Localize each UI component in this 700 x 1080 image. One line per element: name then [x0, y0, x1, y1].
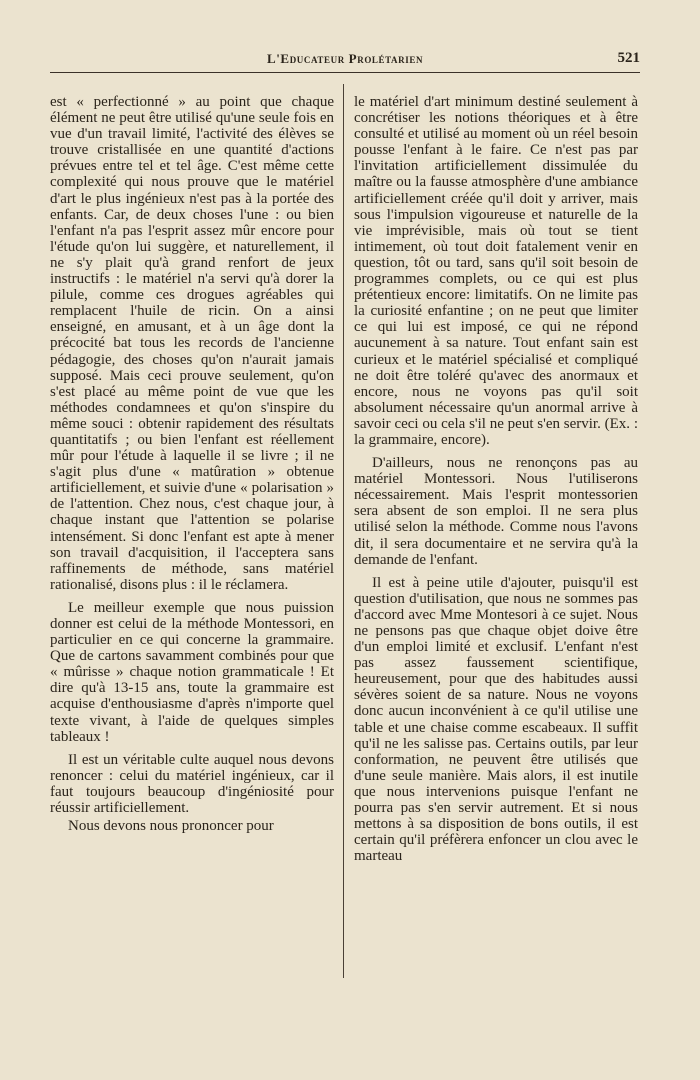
- page-number: 521: [617, 50, 640, 66]
- paragraph: D'ailleurs, nous ne renonçons pas au matériel Montessori. Nous l'utiliserons nécessairement. Mais l'esprit montessorien sera absent de son emploi. Il ne sera plus utilisé selon la méthode. Comme nous l'avons dit, il sera documentaire et ne servira qu'à la demande de l'enfant.: [354, 455, 638, 568]
- paragraph: Il est à peine utile d'ajouter, puisqu'il est question d'utilisation, que nous ne sommes pas d'accord avec Mme Montesori à ce sujet. Nous ne pensons pas que chaque objet doive être d'un emploi limité et exclusif. L'enfant n'est pas assez faussement scientifique, heureusement, pour que des habitudes aussi sévères soient de sa nature. Nous ne voyons donc aucun inconvénient à ce qu'il utilise une table et une chaise comme escabeaux. Il suffit qu'il ne les salisse pas. Certains outils, par leur conformation, ne peuvent être utilisés que d'une seule manière. Mais alors, il est inutile que nous intervenions puisque l'enfant ne pourra pas s'en servir autrement. Et si nous mettons à sa disposition de bons outils, il est certain qu'il préfèrera enfoncer un clou avec le marteau: [354, 574, 638, 865]
- left-column: [50, 94, 334, 834]
- column-divider: [343, 84, 344, 978]
- paragraph: est « perfectionné » au point que chaque élément ne peut être utilisé qu'une seule fois en vue d'un travail limité, l'activité des élèves se trouve cristallisée en une quantité d'actions prévues entre tel et tel âge. C'est même cette complexité qui nous prouve que le matériel d'art le plus ingénieux n'est pas à la portée des enfants. Car, de deux choses l'une : ou bien l'enfant n'a pas l'esprit assez mûr encore pour l'étude qu'on lui suggère, et naturellement, il ne s'y plait qu'à grand renfort de jeux instructifs : le matériel n'a servi qu'à dorer la pilule, comme ces drogues agréables qui remplacent l'huile de ricin. On a ainsi enseigné, en amusant, et à un âge dont la précocité bat tous les records de l'ancienne pédagogie, des choses qu'on n'aurait jamais supposé. Mais ceci prouve seulement, qu'on s'est placé au même point de vue que les méthodes condamnees et qu'on s'inspire du même souci : obtenir rapidement des résultats quantitatifs ; ou bien l'enfant est réellement mûr pour l'étude à laquelle il se livre ; il ne s'agit plus d'une « matûration » obtenue artificiellement, et suivie d'une « polarisation » de l'attention. Chez nous, c'est chaque jour, à chaque instant que l'attention se polarise intensément. Si donc l'enfant est apte à mener son travail d'acquisition, il l'acceptera sans raffinements de méthode, sans matériel rationalisé, disons plus : il le réclamera.: [50, 94, 334, 593]
- page-header: [50, 50, 640, 73]
- paragraph: le matériel d'art minimum destiné seulement à concrétiser les notions théoriques et à être consulté et utilisé au moment où un réel besoin pousse l'enfant à le faire. Ce n'est pas par l'invitation artificiellement dissimulée du maître ou la fausse atmosphère d'une ambiance artificiellement créée qu'il doit y arriver, mais sous l'impulsion vigoureuse et naturelle de la vie imprévisible, mais où tout se tient intimement, où tout doit fatalement venir en question, tôt ou tard, sans qu'il soit besoin de programmes complets, ou ce qui est plus prétentieux encore: limitatifs. On ne limite pas la curiosité enfantine ; on ne peut que limiter ce qui lui est imposé, ce qui ne répond aucunement à sa nature. Tout enfant sain est curieux et le matériel spécialisé et compliqué ne doit être toléré qu'avec des anormaux et encore, nous ne voyons pas qu'il soit absolument nécessaire qu'un anormal arrive à savoir ceci ou cela s'il ne peut s'en servir. (Ex. : la grammaire, encore).: [354, 94, 638, 448]
- right-column: [354, 94, 638, 864]
- paragraph: Le meilleur exemple que nous puission donner est celui de la méthode Montessori, en particulier en ce qui concerne la grammaire. Que de cartons savamment combinés pour que « mûrisse » chaque notion grammaticale ! Et dire qu'à 13-15 ans, toute la grammaire est acquise d'enthousiasme d'après n'importe quel texte vivant, à l'aide de quelques simples tableaux !: [50, 599, 334, 745]
- paragraph: Nous devons nous prononcer pour: [68, 818, 274, 835]
- paragraph: Il est un véritable culte auquel nous devons renoncer : celui du matériel ingénieux, car il faut toujours beaucoup d'ingéniosité pour réussir artificiellement.: [50, 751, 334, 817]
- running-title: L'Educateur Prolétarien: [266, 51, 424, 66]
